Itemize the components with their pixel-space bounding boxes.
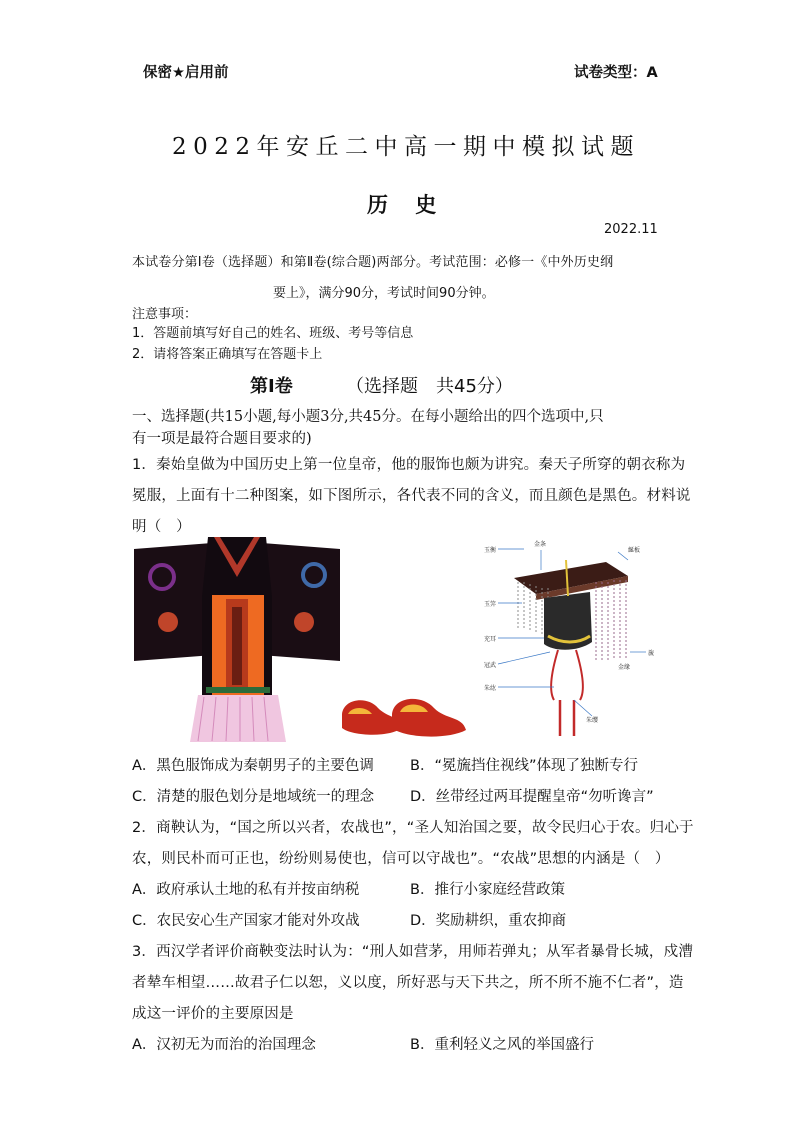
question-text: 3．西汉学者评价商鞅变法时认为：“刑人如营茅，用师若弹丸；从军者暴骨长城，戍漕 — [132, 944, 694, 960]
exam-date: 2022.11 — [604, 222, 658, 237]
crown-label: 金条 — [534, 541, 547, 548]
question-text: 者辇车相望……故君子仁以恕，义以度，所好恶与天下共之，所不所不施不仁者”，造 — [132, 975, 684, 991]
crown-side-strings — [596, 580, 626, 662]
option-d: D．丝带经过两耳提醒皇帝“勿听谗言” — [410, 789, 654, 805]
question-text: 冕服，上面有十二种图案，如下图所示，各代表不同的含义，而且颜色是黑色。材料说 — [132, 488, 691, 504]
robe-belt — [206, 687, 270, 693]
option-b: B．重利轻义之风的举国盛行 — [410, 1037, 594, 1053]
option-a: A．黑色服饰成为秦朝男子的主要色调 — [132, 758, 374, 774]
notes-item: 1．答题前填写好自己的姓名、班级、考号等信息 — [132, 326, 414, 341]
question-text: 农，则民朴而可正也，纷纷则易使也，信可以守战也”。“农战”思想的内涵是（ ） — [132, 851, 670, 867]
section-detail: （选择题 共45分） — [346, 376, 513, 397]
crown-label: 冠武 — [484, 662, 497, 669]
crown-label: 朱缨 — [586, 717, 599, 724]
question-text: 2．商鞅认为，“国之所以兴者，农战也”，“圣人知治国之要，故令民归心于农。归心于 — [132, 820, 694, 836]
option-b: B．推行小家庭经营政策 — [410, 882, 565, 898]
crown-label: 金缘 — [618, 664, 631, 671]
crown-label: 朱纮 — [484, 685, 497, 692]
paper-type-label: 试卷类型：A — [574, 65, 658, 81]
instructions-line-1: 一、选择题(共15小题,每小题3分,共45分。在每小题给出的四个选项中,只 — [132, 409, 604, 425]
option-b: B．“冕旒挡住视线”体现了独断专行 — [410, 758, 638, 774]
crown-label: 玉衡 — [484, 547, 497, 554]
question-text: 成这一评价的主要原因是 — [132, 1006, 294, 1022]
secret-label: 保密★启用前 — [143, 65, 229, 81]
robe-pattern-phoenix — [294, 612, 314, 632]
shoe-right — [392, 699, 466, 737]
intro-line-2: 要上》，满分90分，考试时间90分钟。 — [273, 286, 495, 301]
section-name: 第Ⅰ卷 — [250, 376, 293, 397]
instructions-line-2: 有一项是最符合题目要求的) — [132, 431, 312, 447]
crown-label: 綖板 — [628, 547, 641, 554]
question-text: 1．秦始皇做为中国历史上第一位皇帝，他的服饰也颇为讲究。秦天子所穿的朝衣称为 — [132, 457, 686, 473]
option-d: D．奖励耕织，重农抑商 — [410, 913, 567, 929]
crown-label: 旒 — [648, 650, 655, 657]
mianguan-crown-diagram — [478, 540, 664, 740]
mianfu-shoes-image — [338, 688, 470, 740]
robe-apron-motif — [232, 607, 242, 685]
notes-heading: 注意事项： — [132, 307, 198, 322]
notes-item: 2．请将答案正确填写在答题卡上 — [132, 347, 323, 362]
question-text: 明（ ） — [132, 519, 191, 535]
option-c: C．清楚的服色划分是地域统一的理念 — [132, 789, 375, 805]
option-a: A．政府承认土地的私有并按亩纳税 — [132, 882, 360, 898]
option-a: A．汉初无为而治的治国理念 — [132, 1037, 316, 1053]
robe-pattern-phoenix — [158, 612, 178, 632]
option-c: C．农民安心生产国家才能对外攻战 — [132, 913, 360, 929]
intro-line-1: 本试卷分第Ⅰ卷（选择题）和第Ⅱ卷(综合题)两部分。考试范围：必修一《中外历史纲 — [132, 255, 614, 270]
crown-label: 玉笄 — [484, 601, 497, 608]
subject-title: 历 史 — [367, 192, 447, 217]
crown-label: 充耳 — [484, 636, 497, 643]
mianfu-robe-image — [132, 537, 342, 742]
exam-title: 2022年安丘二中高一期中模拟试题 — [172, 134, 641, 160]
robe-skirt — [190, 695, 286, 742]
